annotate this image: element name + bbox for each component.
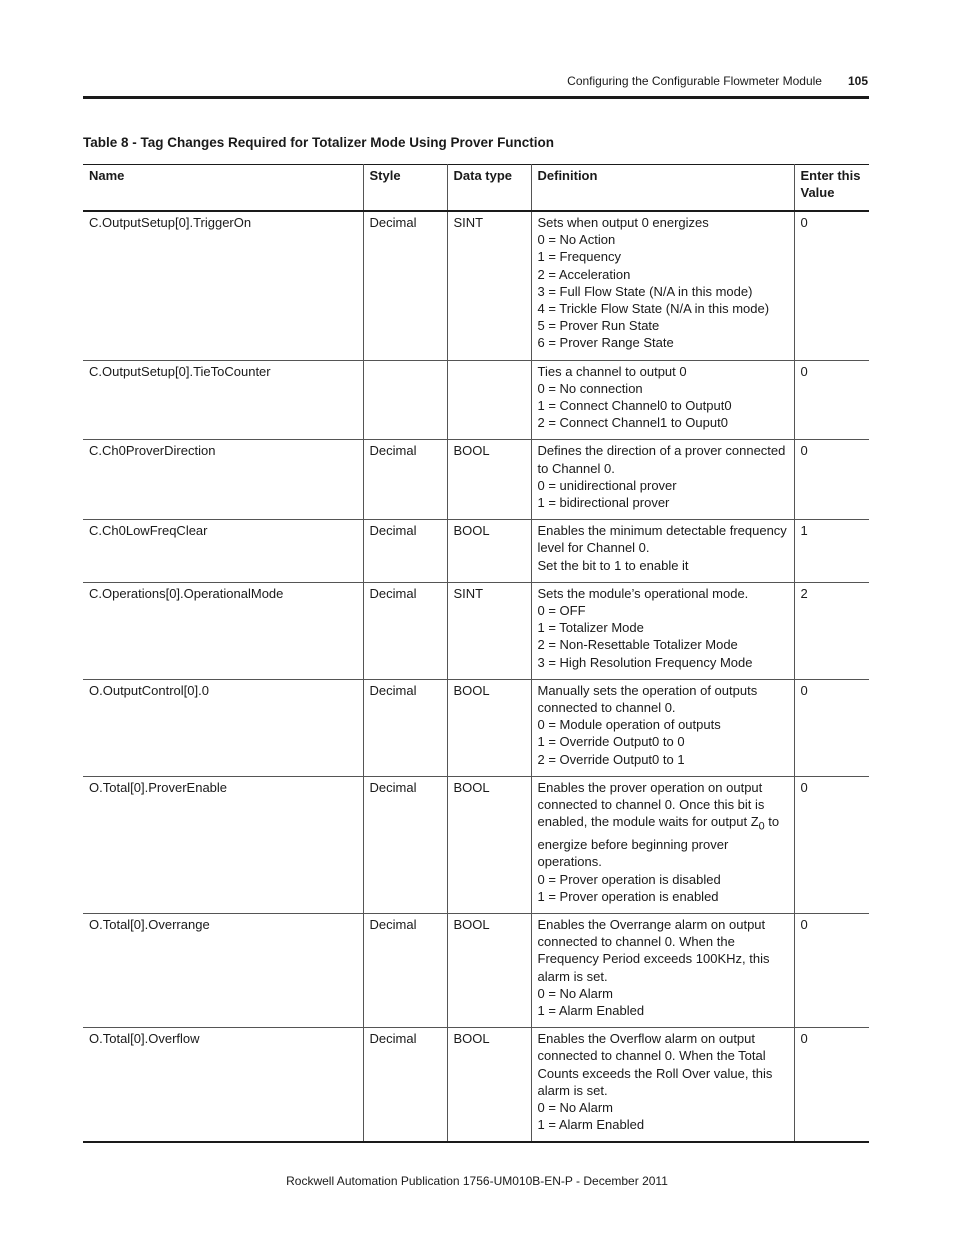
cell-data-type: SINT <box>447 211 531 360</box>
cell-name: O.OutputControl[0].0 <box>89 682 209 698</box>
cell-style: Decimal <box>363 679 447 776</box>
definition-line: 3 = Full Flow State (N/A in this mode) <box>537 283 753 299</box>
definition-line: 2 = Acceleration <box>537 266 631 282</box>
definition-line: 0 = No connection <box>537 380 643 396</box>
definition-line: 1 = Connect Channel0 to Output0 <box>537 398 732 414</box>
cell-definition <box>531 211 794 360</box>
table-row <box>83 776 869 913</box>
cell-name: C.Operations[0].OperationalMode <box>89 585 284 601</box>
definition-line: Enables the minimum detectable frequency level for Channel 0. <box>537 523 787 556</box>
table-header-row <box>83 165 869 212</box>
cell-style: Decimal <box>363 520 447 583</box>
definition-line: 1 = Totalizer Mode <box>537 620 644 636</box>
cell-data-type: BOOL <box>447 440 531 520</box>
definition-line: 0 = unidirectional prover <box>537 477 677 493</box>
definition-line: Sets when output 0 energizes <box>537 215 709 230</box>
definition-line: 1 = bidirectional prover <box>537 495 670 511</box>
cell-name: C.OutputSetup[0].TriggerOn <box>89 215 252 230</box>
definition-line: 5 = Prover Run State <box>537 318 660 334</box>
definition-line: 3 = High Resolution Frequency Mode <box>537 654 753 670</box>
table-row <box>83 1028 869 1143</box>
cell-data-type: BOOL <box>447 913 531 1027</box>
cell-definition <box>531 776 794 913</box>
cell-name: C.Ch0ProverDirection <box>89 443 216 459</box>
definition-line: Set the bit to 1 to enable it <box>537 557 689 573</box>
definition-line: 0 = No Action <box>537 232 616 248</box>
cell-style: Decimal <box>363 1028 447 1143</box>
column-header-data-type: Data type <box>447 165 531 212</box>
definition-line: Manually sets the operation of outputs connected to channel 0. <box>537 682 758 716</box>
definition-line: 4 = Trickle Flow State (N/A in this mode) <box>537 301 770 317</box>
table-row <box>83 679 869 776</box>
definition-line: 6 = Prover Range State <box>537 335 674 351</box>
definition-line: 2 = Override Output0 to 1 <box>537 751 685 767</box>
cell-value: 0 <box>794 211 869 360</box>
definition-line: 0 = Module operation of outputs <box>537 717 721 733</box>
column-header-value: Enter this Value <box>794 165 869 212</box>
cell-name: O.Total[0].ProverEnable <box>89 779 228 795</box>
cell-name: C.Ch0LowFreqClear <box>89 523 208 539</box>
table-row <box>83 520 869 583</box>
definition-line: 2 = Connect Channel1 to Ouput0 <box>537 415 728 431</box>
definition-line: 0 = Prover operation is disabled <box>537 871 721 887</box>
cell-value: 1 <box>794 520 869 583</box>
definition-line: Enables the Overrange alarm on output connected to channel 0. When the Frequency Period exceeds 100KHz, this alarm is set. <box>537 916 770 984</box>
cell-definition <box>531 440 794 520</box>
cell-name: O.Total[0].Overflow <box>89 1031 200 1047</box>
cell-value: 0 <box>794 679 869 776</box>
tag-changes-table <box>83 164 869 1143</box>
cell-style: Decimal <box>363 211 447 360</box>
cell-style: Decimal <box>363 913 447 1027</box>
subscript: 0 <box>758 820 765 833</box>
cell-value: 0 <box>794 440 869 520</box>
cell-style: Decimal <box>363 582 447 679</box>
cell-value: 0 <box>794 776 869 913</box>
cell-name: C.OutputSetup[0].TieToCounter <box>89 363 271 379</box>
definition-line: 1 = Prover operation is enabled <box>537 888 719 904</box>
table-row <box>83 440 869 520</box>
cell-definition <box>531 582 794 679</box>
definition-line: Enables the Overflow alarm on output connected to channel 0. When the Total Counts exceeds the Roll Over value, this alarm is set. <box>537 1031 773 1098</box>
column-header-style: Style <box>363 165 447 212</box>
column-header-definition: Definition <box>531 165 794 212</box>
definition-line: 0 = OFF <box>537 603 586 619</box>
definition-text: to energize before beginning prover operations. <box>537 814 780 870</box>
cell-data-type: BOOL <box>447 1028 531 1143</box>
definition-line: 0 = No Alarm <box>537 985 614 1001</box>
definition-text: Enables the prover operation on output connected to channel 0. Once this bit is enabled, the module waits for output Z <box>537 779 765 830</box>
definition-line: 1 = Alarm Enabled <box>537 1117 645 1133</box>
table-body <box>83 211 869 1142</box>
running-header <box>567 74 868 88</box>
cell-data-type: BOOL <box>447 520 531 583</box>
definition-line: Defines the direction of a prover connected to Channel 0. <box>537 443 786 476</box>
cell-definition <box>531 520 794 583</box>
cell-style: Decimal <box>363 776 447 913</box>
cell-definition <box>531 1028 794 1143</box>
definition-line: 0 = No Alarm <box>537 1099 614 1115</box>
table-row <box>83 913 869 1027</box>
cell-data-type: BOOL <box>447 679 531 776</box>
cell-style <box>363 360 447 440</box>
table-row <box>83 211 869 360</box>
table-row <box>83 582 869 679</box>
definition-paragraph <box>538 779 788 871</box>
definition-line: 1 = Frequency <box>537 249 621 265</box>
definition-line: Ties a channel to output 0 <box>537 363 687 379</box>
footer-publication: Rockwell Automation Publication 1756-UM010B-EN-P - December 2011 <box>286 1174 668 1188</box>
cell-definition <box>531 679 794 776</box>
cell-definition <box>531 913 794 1027</box>
table-caption: Table 8 - Tag Changes Required for Totalizer Mode Using Prover Function <box>83 135 555 150</box>
definition-line: Sets the module’s operational mode. <box>537 585 749 601</box>
cell-definition <box>531 360 794 440</box>
cell-value: 0 <box>794 913 869 1027</box>
cell-value: 0 <box>794 1028 869 1143</box>
section-title: Configuring the Configurable Flowmeter Module <box>567 74 822 88</box>
page-number: 105 <box>847 74 868 88</box>
cell-data-type <box>447 360 531 440</box>
definition-line: 1 = Override Output0 to 0 <box>537 734 685 750</box>
table-row <box>83 360 869 440</box>
cell-data-type: BOOL <box>447 776 531 913</box>
cell-value: 2 <box>794 582 869 679</box>
cell-style: Decimal <box>363 440 447 520</box>
column-header-name: Name <box>89 168 125 183</box>
header-rule <box>83 96 869 99</box>
definition-line: 2 = Non-Resettable Totalizer Mode <box>537 637 738 653</box>
cell-name: O.Total[0].Overrange <box>89 916 210 932</box>
cell-value: 0 <box>794 360 869 440</box>
definition-line: 1 = Alarm Enabled <box>537 1002 645 1018</box>
cell-data-type: SINT <box>447 582 531 679</box>
